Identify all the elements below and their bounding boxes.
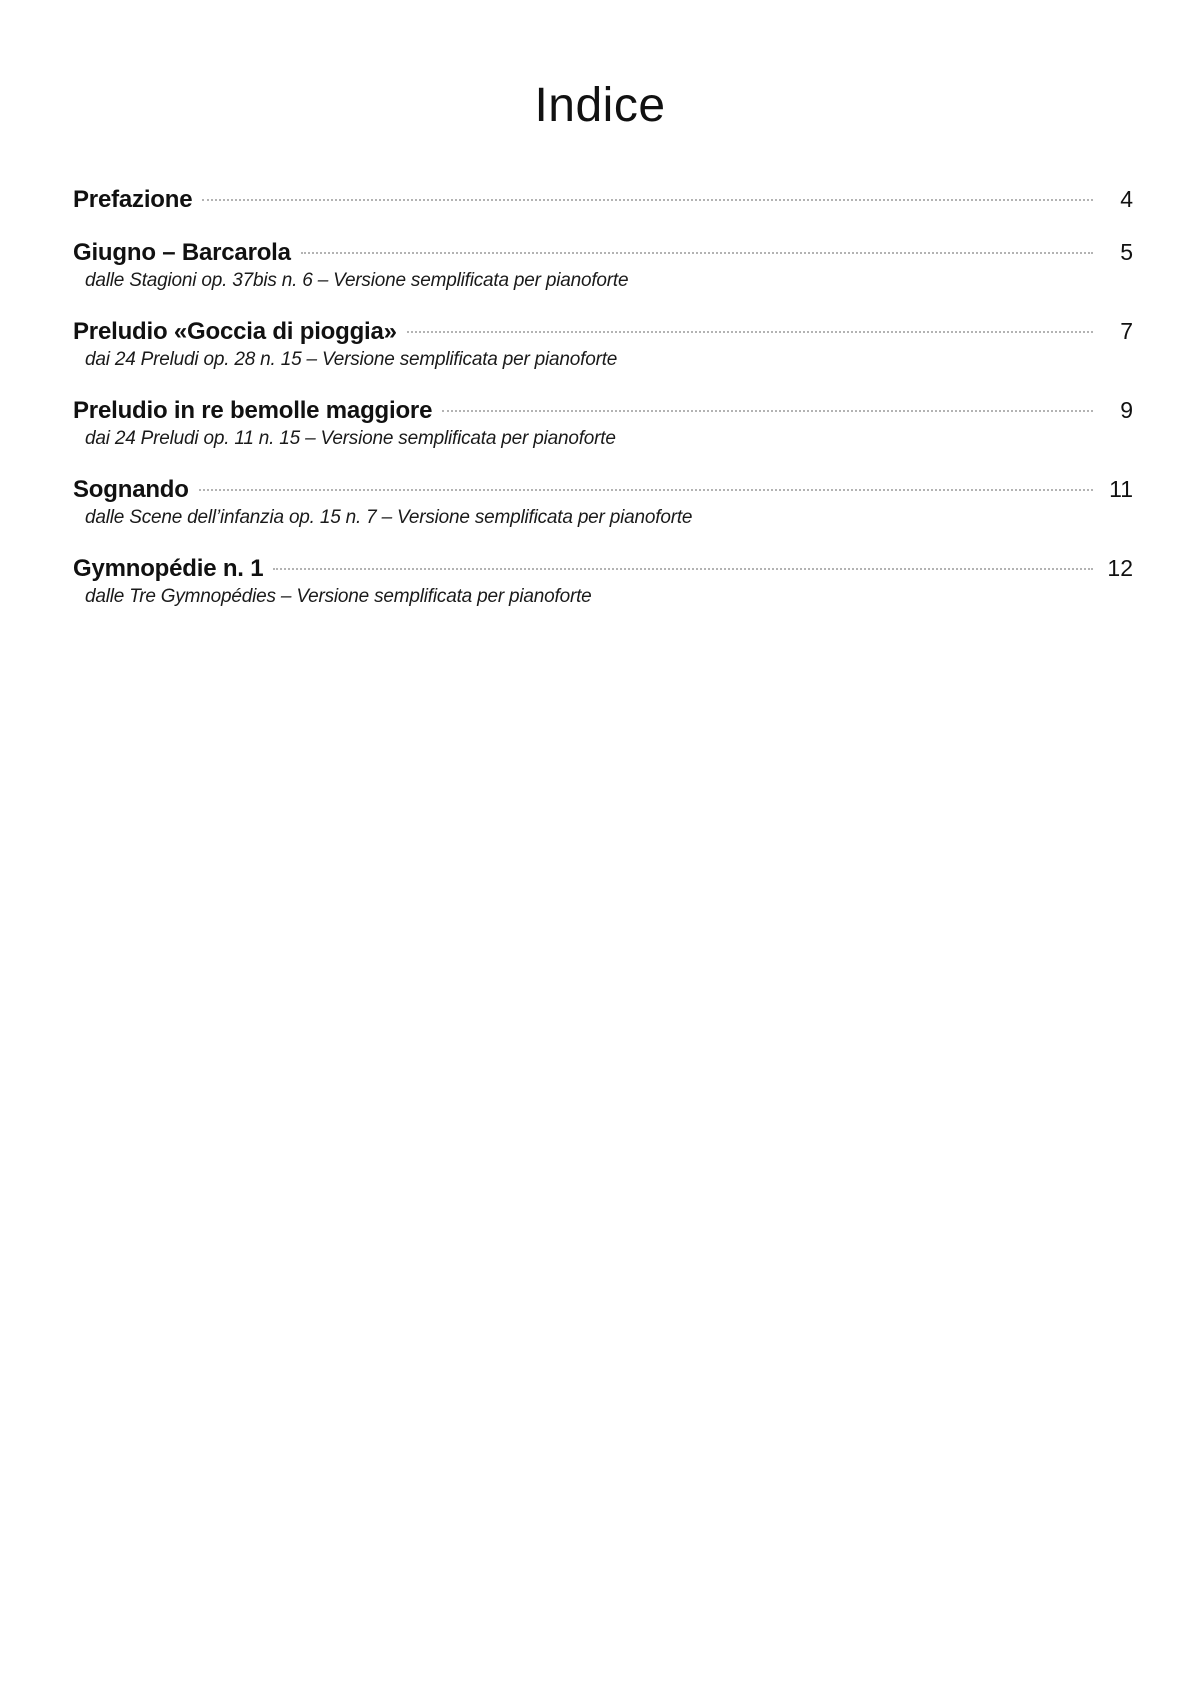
toc-entry-title[interactable]: Preludio in re bemolle maggiore bbox=[73, 397, 433, 424]
table-of-contents bbox=[73, 183, 1133, 631]
dot-leader bbox=[199, 489, 1093, 491]
toc-entry-re-bemolle-maggiore[interactable] bbox=[73, 394, 1133, 452]
toc-page-number[interactable]: 7 bbox=[1120, 318, 1133, 344]
toc-line bbox=[73, 236, 1133, 268]
toc-page-number[interactable]: 12 bbox=[1107, 555, 1133, 581]
toc-line bbox=[73, 183, 1133, 215]
toc-page-number[interactable]: 5 bbox=[1120, 239, 1133, 265]
toc-page-number[interactable]: 9 bbox=[1120, 397, 1133, 423]
toc-entry-sognando[interactable] bbox=[73, 473, 1133, 531]
dot-leader bbox=[202, 199, 1093, 201]
toc-line bbox=[73, 394, 1133, 426]
toc-line bbox=[73, 315, 1133, 347]
toc-entry-subtitle: dalle Tre Gymnopédies – Versione semplificata per pianoforte bbox=[85, 586, 592, 607]
toc-page-number[interactable]: 4 bbox=[1120, 186, 1133, 212]
toc-entry-title[interactable]: Prefazione bbox=[73, 186, 193, 213]
dot-leader bbox=[442, 410, 1093, 412]
toc-line bbox=[73, 473, 1133, 505]
toc-entry-gymnopedie[interactable] bbox=[73, 552, 1133, 610]
toc-entry-title[interactable]: Giugno – Barcarola bbox=[73, 239, 291, 266]
toc-line bbox=[73, 552, 1133, 584]
toc-entry-title[interactable]: Preludio «Goccia di pioggia» bbox=[73, 318, 397, 345]
toc-entry-subtitle: dai 24 Preludi op. 28 n. 15 – Versione semplificata per pianoforte bbox=[85, 349, 618, 370]
toc-entry-prefazione[interactable] bbox=[73, 183, 1133, 215]
toc-entry-title[interactable]: Gymnopédie n. 1 bbox=[73, 555, 264, 582]
dot-leader bbox=[301, 252, 1093, 254]
toc-entry-title[interactable]: Sognando bbox=[73, 476, 189, 503]
toc-entry-goccia-di-pioggia[interactable] bbox=[73, 315, 1133, 373]
toc-entry-subtitle: dalle Scene dell’infanzia op. 15 n. 7 – Versione semplificata per pianoforte bbox=[85, 507, 693, 528]
toc-page-number[interactable]: 11 bbox=[1109, 476, 1133, 502]
dot-leader bbox=[407, 331, 1093, 333]
toc-entry-subtitle: dalle Stagioni op. 37bis n. 6 – Versione semplificata per pianoforte bbox=[85, 270, 629, 291]
dot-leader bbox=[273, 568, 1093, 570]
page-title: Indice bbox=[534, 79, 666, 132]
toc-entry-giugno-barcarola[interactable] bbox=[73, 236, 1133, 294]
toc-entry-subtitle: dai 24 Preludi op. 11 n. 15 – Versione semplificata per pianoforte bbox=[85, 428, 616, 449]
